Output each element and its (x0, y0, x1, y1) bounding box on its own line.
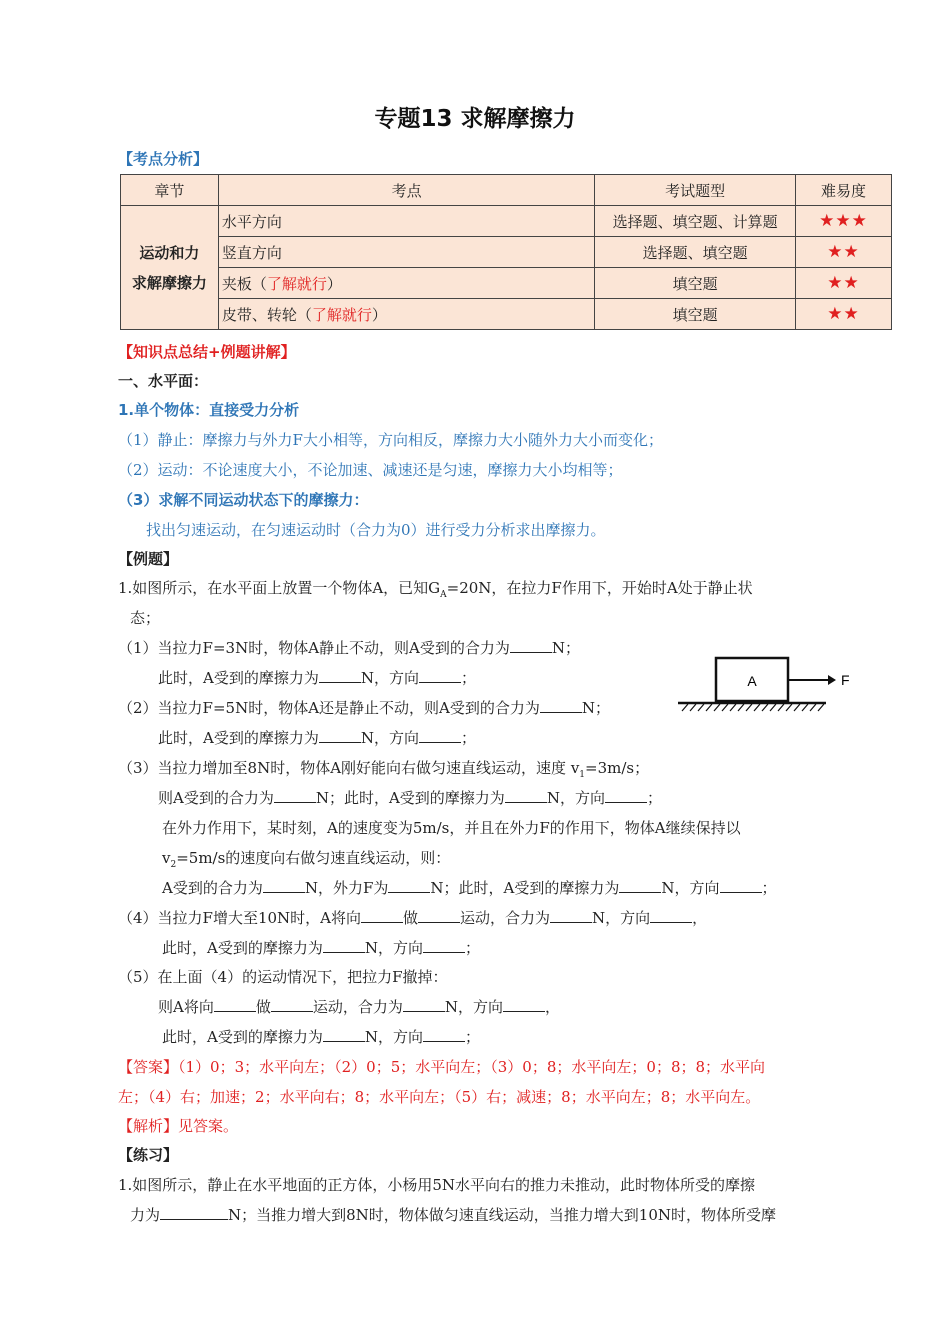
text: 运动，合力为 (312, 998, 403, 1016)
answer-line-2: 左；（4）右；加速；2；水平向右；8；水平向左；（5）右；减速；8；水平向左；8；水平向左。 (118, 1088, 761, 1106)
chapter-line-1: 运动和力 (139, 243, 200, 262)
analysis-line: 【解析】见答案。 (118, 1117, 239, 1135)
answer-blank[interactable] (319, 668, 361, 683)
part-3-line-c: 在外力作用下，某时刻，A的速度变为5m/s，并且在外力F的作用下，物体A继续保持以 (162, 819, 741, 837)
knowledge-motion: （2）运动：不论速度大小，不论加速、减速还是匀速，摩擦力大小均相等； (118, 461, 623, 479)
text: N，方向 (444, 998, 504, 1016)
section-knowledge-heading: 【知识点总结+例题讲解】 (118, 343, 296, 361)
text: ； (761, 879, 777, 897)
text: ； (460, 729, 476, 747)
text: N； (551, 639, 580, 657)
text: （1）当拉力F=3N时，物体A静止不动，则A受到的合力为 (118, 639, 510, 657)
answer-blank[interactable] (540, 698, 582, 713)
practice-1-line-b (130, 1204, 776, 1225)
text: N；此时，A受到的摩擦力为 (315, 789, 505, 807)
text: =5m/s的速度向右做匀速直线运动，则： (176, 849, 451, 867)
part-2-line-b (158, 727, 476, 748)
subscript: 1 (579, 770, 586, 780)
text: 运动，合力为 (460, 909, 551, 927)
point-text-end: ） (326, 274, 342, 293)
text: A受到的合力为 (162, 879, 263, 897)
answer-blank[interactable] (510, 638, 552, 653)
header-point: 考点 (218, 175, 594, 206)
practice-tag: 【练习】 (118, 1146, 179, 1164)
header-chapter: 章节 (121, 175, 219, 206)
q1-subscript: A (440, 590, 447, 600)
answer-blank[interactable] (503, 997, 545, 1012)
text: ， (692, 909, 708, 927)
answer-blank[interactable] (423, 938, 465, 953)
text: 此时，A受到的摩擦力为 (158, 729, 319, 747)
point-note: 了解就行 (266, 274, 327, 293)
answer-blank[interactable] (388, 878, 430, 893)
answer-blank[interactable] (274, 788, 316, 803)
stars-cell: ★★★ (796, 206, 892, 237)
answer-blank[interactable] (160, 1205, 228, 1220)
answer-blank[interactable] (619, 878, 661, 893)
text: N，方向 (364, 939, 423, 957)
answer-blank[interactable] (403, 997, 445, 1012)
knowledge-solve: （3）求解不同运动状态下的摩擦力： (118, 491, 369, 509)
part-1-line-a (118, 637, 580, 658)
answer-blank[interactable] (419, 728, 461, 743)
answer-blank[interactable] (550, 908, 592, 923)
knowledge-solve-detail: 找出匀速运动，在匀速运动时（合力为0）进行受力分析求出摩擦力。 (146, 521, 606, 539)
part-1-line-b (158, 667, 476, 688)
text: 做 (403, 909, 419, 927)
q1-text-a: 1.如图所示，在水平面上放置一个物体A，已知G (118, 579, 441, 597)
answer-blank[interactable] (423, 1027, 465, 1042)
part-2-line-a (118, 697, 610, 718)
table-row (121, 299, 892, 330)
text: ， (545, 998, 561, 1016)
point-text: 皮带、转轮（ (221, 305, 312, 324)
point-cell: 水平方向 (218, 206, 594, 237)
type-cell: 选择题、填空题 (595, 237, 796, 268)
section-analysis-heading: 【考点分析】 (118, 150, 209, 168)
knowledge-point-table (120, 174, 892, 330)
text: N，方向 (360, 729, 419, 747)
type-cell: 填空题 (595, 268, 796, 299)
ground-hatching (682, 704, 824, 711)
answer-blank[interactable] (418, 908, 460, 923)
answer-blank[interactable] (263, 878, 305, 893)
answer-blank[interactable] (323, 938, 365, 953)
part-3-line-d (162, 847, 450, 870)
text: （3）当拉力增加至8N时，物体A刚好能向右做匀速直线运动，速度 v (118, 759, 580, 777)
point-cell: 竖直方向 (218, 237, 594, 268)
answer-blank[interactable] (650, 908, 692, 923)
force-arrow-head (828, 675, 836, 685)
text: =3m/s； (585, 759, 650, 777)
page-title: 专题13 求解摩擦力 (374, 106, 576, 132)
answer-blank[interactable] (505, 788, 547, 803)
table-row (121, 237, 892, 268)
point-note: 了解就行 (311, 305, 372, 324)
text: N，方向 (592, 909, 651, 927)
text: 力为 (130, 1206, 161, 1224)
heading-single-object: 1.单个物体：直接受力分析 (118, 401, 300, 419)
point-text: 夹板（ (221, 274, 267, 293)
text: N，方向 (364, 1028, 423, 1046)
chapter-cell (121, 206, 219, 330)
text: ； (464, 1028, 480, 1046)
type-cell: 选择题、填空题、计算题 (595, 206, 796, 237)
chapter-line-2: 求解摩擦力 (131, 273, 207, 292)
text: 则A将向 (158, 998, 214, 1016)
answer-blank[interactable] (271, 997, 313, 1012)
point-cell (218, 268, 594, 299)
stars-cell: ★★ (796, 268, 892, 299)
text: 此时，A受到的摩擦力为 (162, 1028, 323, 1046)
point-text-end: ） (371, 305, 387, 324)
text: 则A受到的合力为 (158, 789, 274, 807)
text: （4）当拉力F增大至10N时，A将向 (118, 909, 361, 927)
part-5-line-a: （5）在上面（4）的运动情况下，把拉力F撤掉： (118, 968, 448, 986)
answer-blank[interactable] (605, 788, 647, 803)
part-5-line-b (158, 996, 560, 1017)
part-4-line-b (162, 937, 480, 958)
heading-horizontal: 一、水平面： (118, 372, 209, 390)
block-label: A (747, 673, 757, 689)
text: N，方向 (661, 879, 720, 897)
stars-cell: ★★ (796, 299, 892, 330)
answer-blank[interactable] (214, 997, 256, 1012)
question-1-stem (118, 577, 753, 600)
text: 做 (255, 998, 271, 1016)
text: 此时，A受到的摩擦力为 (162, 939, 323, 957)
text: ； (646, 789, 662, 807)
point-cell (218, 299, 594, 330)
text: ； (460, 669, 476, 687)
text: N，方向 (360, 669, 419, 687)
text: （2）当拉力F=5N时，物体A还是静止不动，则A受到的合力为 (118, 699, 540, 717)
subscript: 2 (170, 860, 177, 870)
answer-line-1: 【答案】（1）0；3；水平向左；（2）0；5；水平向左；（3）0；8；水平向左；0；8；8；水平向 (118, 1058, 766, 1076)
type-cell: 填空题 (595, 299, 796, 330)
text: N； (581, 699, 610, 717)
q1-text-b: =20N，在拉力F作用下，开始时A处于静止状 (446, 579, 753, 597)
answer-blank[interactable] (419, 668, 461, 683)
text: N，方向 (546, 789, 605, 807)
text: N，外力F为 (304, 879, 389, 897)
table-row (121, 206, 892, 237)
block-force-diagram (676, 655, 851, 717)
knowledge-static: （1）静止：摩擦力与外力F大小相等，方向相反，摩擦力大小随外力大小而变化； (118, 431, 663, 449)
question-1-stem-cont: 态； (130, 609, 161, 627)
part-4-line-a (118, 907, 707, 928)
answer-blank[interactable] (361, 908, 403, 923)
text: v (162, 849, 171, 867)
part-3-line-e (162, 877, 777, 898)
header-type: 考试题型 (595, 175, 796, 206)
example-tag: 【例题】 (118, 550, 179, 568)
answer-blank[interactable] (323, 1027, 365, 1042)
header-difficulty: 难易度 (796, 175, 892, 206)
text: 此时，A受到的摩擦力为 (158, 669, 319, 687)
force-label: F (841, 672, 850, 688)
practice-1-line-a: 1.如图所示，静止在水平地面的正方体，小杨用5N水平向右的推力未推动，此时物体所受的摩擦 (118, 1176, 755, 1194)
table-row (121, 268, 892, 299)
stars-cell: ★★ (796, 237, 892, 268)
answer-blank[interactable] (720, 878, 762, 893)
table-header-row (121, 175, 892, 206)
part-5-line-c (162, 1026, 480, 1047)
answer-blank[interactable] (319, 728, 361, 743)
part-3-line-a (118, 757, 649, 780)
text: ； (464, 939, 480, 957)
text: N；当推力增大到8N时，物体做匀速直线运动，当推力增大到10N时，物体所受摩 (228, 1206, 777, 1224)
part-3-line-b (158, 787, 662, 808)
text: N；此时，A受到的摩擦力为 (430, 879, 620, 897)
